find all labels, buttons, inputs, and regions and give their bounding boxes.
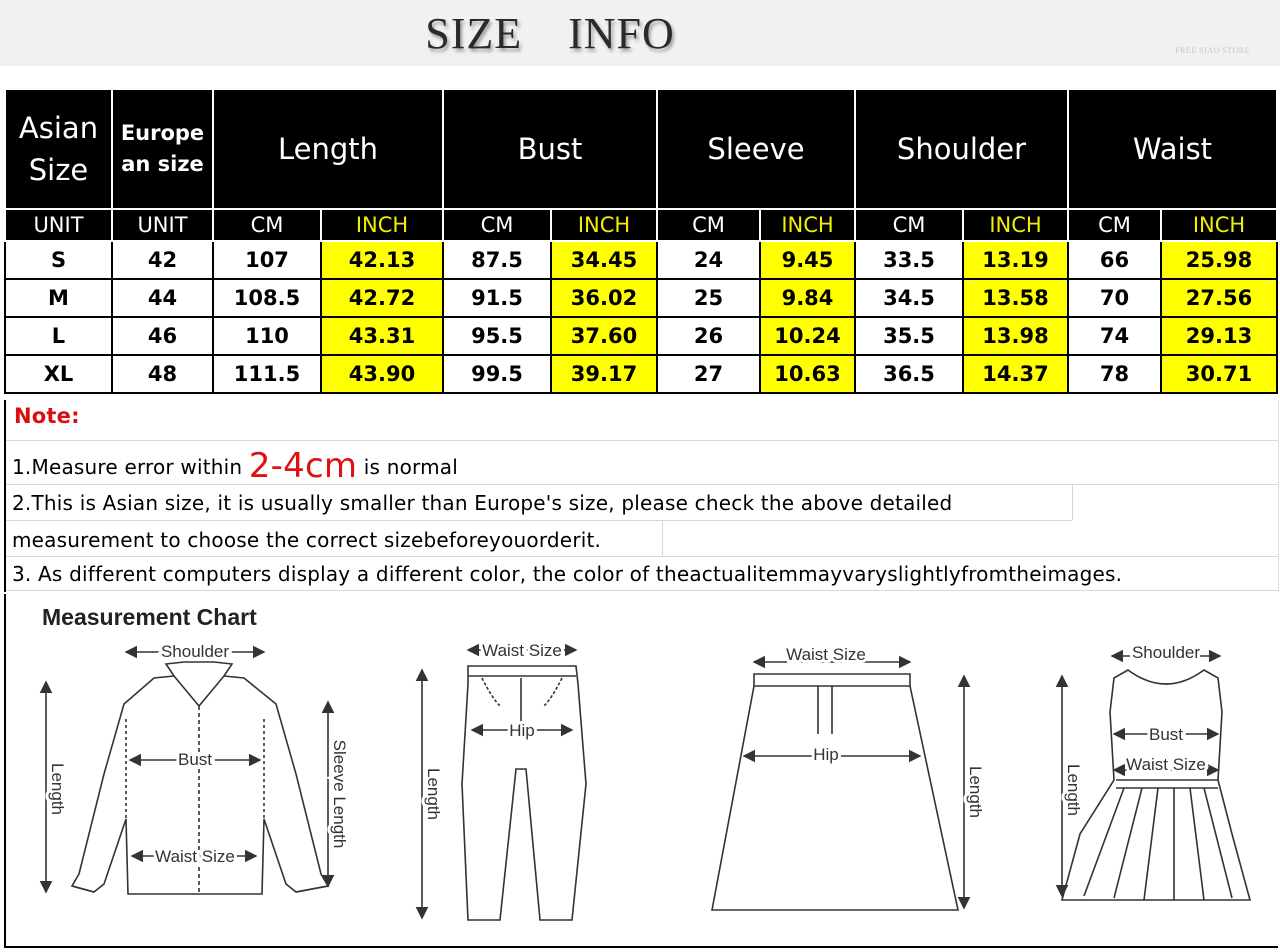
table-cell: 74 [1068,317,1161,355]
europe-size-header: Europe an size [112,89,213,209]
measurement-chart [4,594,1278,948]
dress-length-label: Length [1064,764,1083,816]
unit-cell: CM [213,209,321,241]
table-cell: 36.5 [855,355,963,393]
note-line-2b: measurement to choose the correct sizebeforeyouorderit. [12,528,602,552]
table-cell: 108.5 [213,279,321,317]
table-cell: 29.13 [1161,317,1277,355]
table-cell: 42.72 [321,279,443,317]
table-cell: 78 [1068,355,1161,393]
shoulder-header: Shoulder [855,89,1068,209]
dress-shoulder-label: Shoulder [1131,643,1201,662]
table-cell: L [5,317,112,355]
table-cell: 36.02 [551,279,657,317]
table-cell: 91.5 [443,279,551,317]
unit-cell: UNIT [112,209,213,241]
skirt-waist-label: Waist Size [786,645,866,664]
measurement-chart-title: Measurement Chart [42,604,257,630]
bust-header: Bust [443,89,657,209]
dress-diagram [1062,656,1250,900]
table-cell: 10.24 [760,317,855,355]
table-cell: 43.90 [321,355,443,393]
table-cell: 110 [213,317,321,355]
table-cell: XL [5,355,112,393]
table-cell: 30.71 [1161,355,1277,393]
table-cell: 34.5 [855,279,963,317]
table-cell: 44 [112,279,213,317]
table-cell: M [5,279,112,317]
page-title: SIZE INFO [425,9,675,58]
pants-length-label: Length [424,768,443,820]
dress-bust-label: Bust [1148,725,1184,744]
notes-section [4,400,1279,592]
divider [1072,484,1073,520]
table-cell: 48 [112,355,213,393]
length-header: Length [213,89,443,209]
divider [6,520,1072,521]
shirt-shoulder-label: Shoulder [160,642,230,661]
divider [662,520,663,556]
note-line-1: 1.Measure error within 2-4cm is normal [12,446,458,486]
skirt-diagram [712,662,964,910]
table-cell: 9.45 [760,241,855,279]
shirt-length-label: Length [48,763,67,815]
unit-cell: CM [443,209,551,241]
table-cell: 43.31 [321,317,443,355]
table-cell: 70 [1068,279,1161,317]
dress-waist-label: Waist Size [1126,755,1206,774]
table-cell: 34.45 [551,241,657,279]
measurement-diagrams [6,594,1278,946]
unit-row [5,209,1277,241]
shirt-sleeve-label: Sleeve Length [330,739,349,849]
skirt-length-label: Length [966,766,985,818]
table-cell: 26 [657,317,760,355]
pants-waist-label: Waist Size [482,641,562,660]
table-cell: 35.5 [855,317,963,355]
divider [6,556,1278,557]
divider [6,440,1278,441]
table-cell: 10.63 [760,355,855,393]
waist-header: Waist [1068,89,1277,209]
note-heading: Note: [14,404,80,428]
table-cell: 27 [657,355,760,393]
unit-cell: INCH [760,209,855,241]
table-cell: 25 [657,279,760,317]
unit-cell: CM [657,209,760,241]
shirt-waist-label: Waist Size [155,847,235,866]
table-cell: 25.98 [1161,241,1277,279]
unit-cell: INCH [321,209,443,241]
table-cell: 14.37 [963,355,1068,393]
table-cell: 42 [112,241,213,279]
asian-size-header: Asian Size [5,89,112,209]
table-cell: 46 [112,317,213,355]
unit-cell: INCH [963,209,1068,241]
pants-hip-label: Hip [509,721,535,740]
note-line-2a: 2.This is Asian size, it is usually smaller than Europe's size, please check the above detailed [12,491,953,515]
table-row [5,317,1277,355]
table-cell: 24 [657,241,760,279]
table-cell: S [5,241,112,279]
table-cell: 39.17 [551,355,657,393]
unit-cell: UNIT [5,209,112,241]
table-cell: 13.58 [963,279,1068,317]
table-cell: 27.56 [1161,279,1277,317]
table-cell: 87.5 [443,241,551,279]
unit-cell: CM [855,209,963,241]
size-table [4,88,1278,394]
error-range: 2-4cm [248,446,358,486]
table-cell: 66 [1068,241,1161,279]
table-cell: 13.19 [963,241,1068,279]
sleeve-header: Sleeve [657,89,855,209]
table-cell: 37.60 [551,317,657,355]
table-cell: 107 [213,241,321,279]
table-row [5,279,1277,317]
table-cell: 9.84 [760,279,855,317]
unit-cell: INCH [1161,209,1277,241]
shirt-bust-label: Bust [177,750,213,769]
table-cell: 13.98 [963,317,1068,355]
table-row [5,355,1277,393]
table-row [5,241,1277,279]
divider [6,590,1278,591]
pants-diagram [422,650,586,920]
banner [0,0,1280,66]
table-cell: 99.5 [443,355,551,393]
table-cell: 111.5 [213,355,321,393]
table-cell: 33.5 [855,241,963,279]
table-cell: 95.5 [443,317,551,355]
table-cell: 42.13 [321,241,443,279]
watermark: FREE SIAO STORE [1175,46,1250,55]
skirt-hip-label: Hip [813,745,839,764]
unit-cell: INCH [551,209,657,241]
unit-cell: CM [1068,209,1161,241]
note-line-3: 3. As different computers display a different color, the color of theactualitemmayvaryslightlyfromtheimages. [12,562,1123,586]
header-row [5,89,1277,209]
